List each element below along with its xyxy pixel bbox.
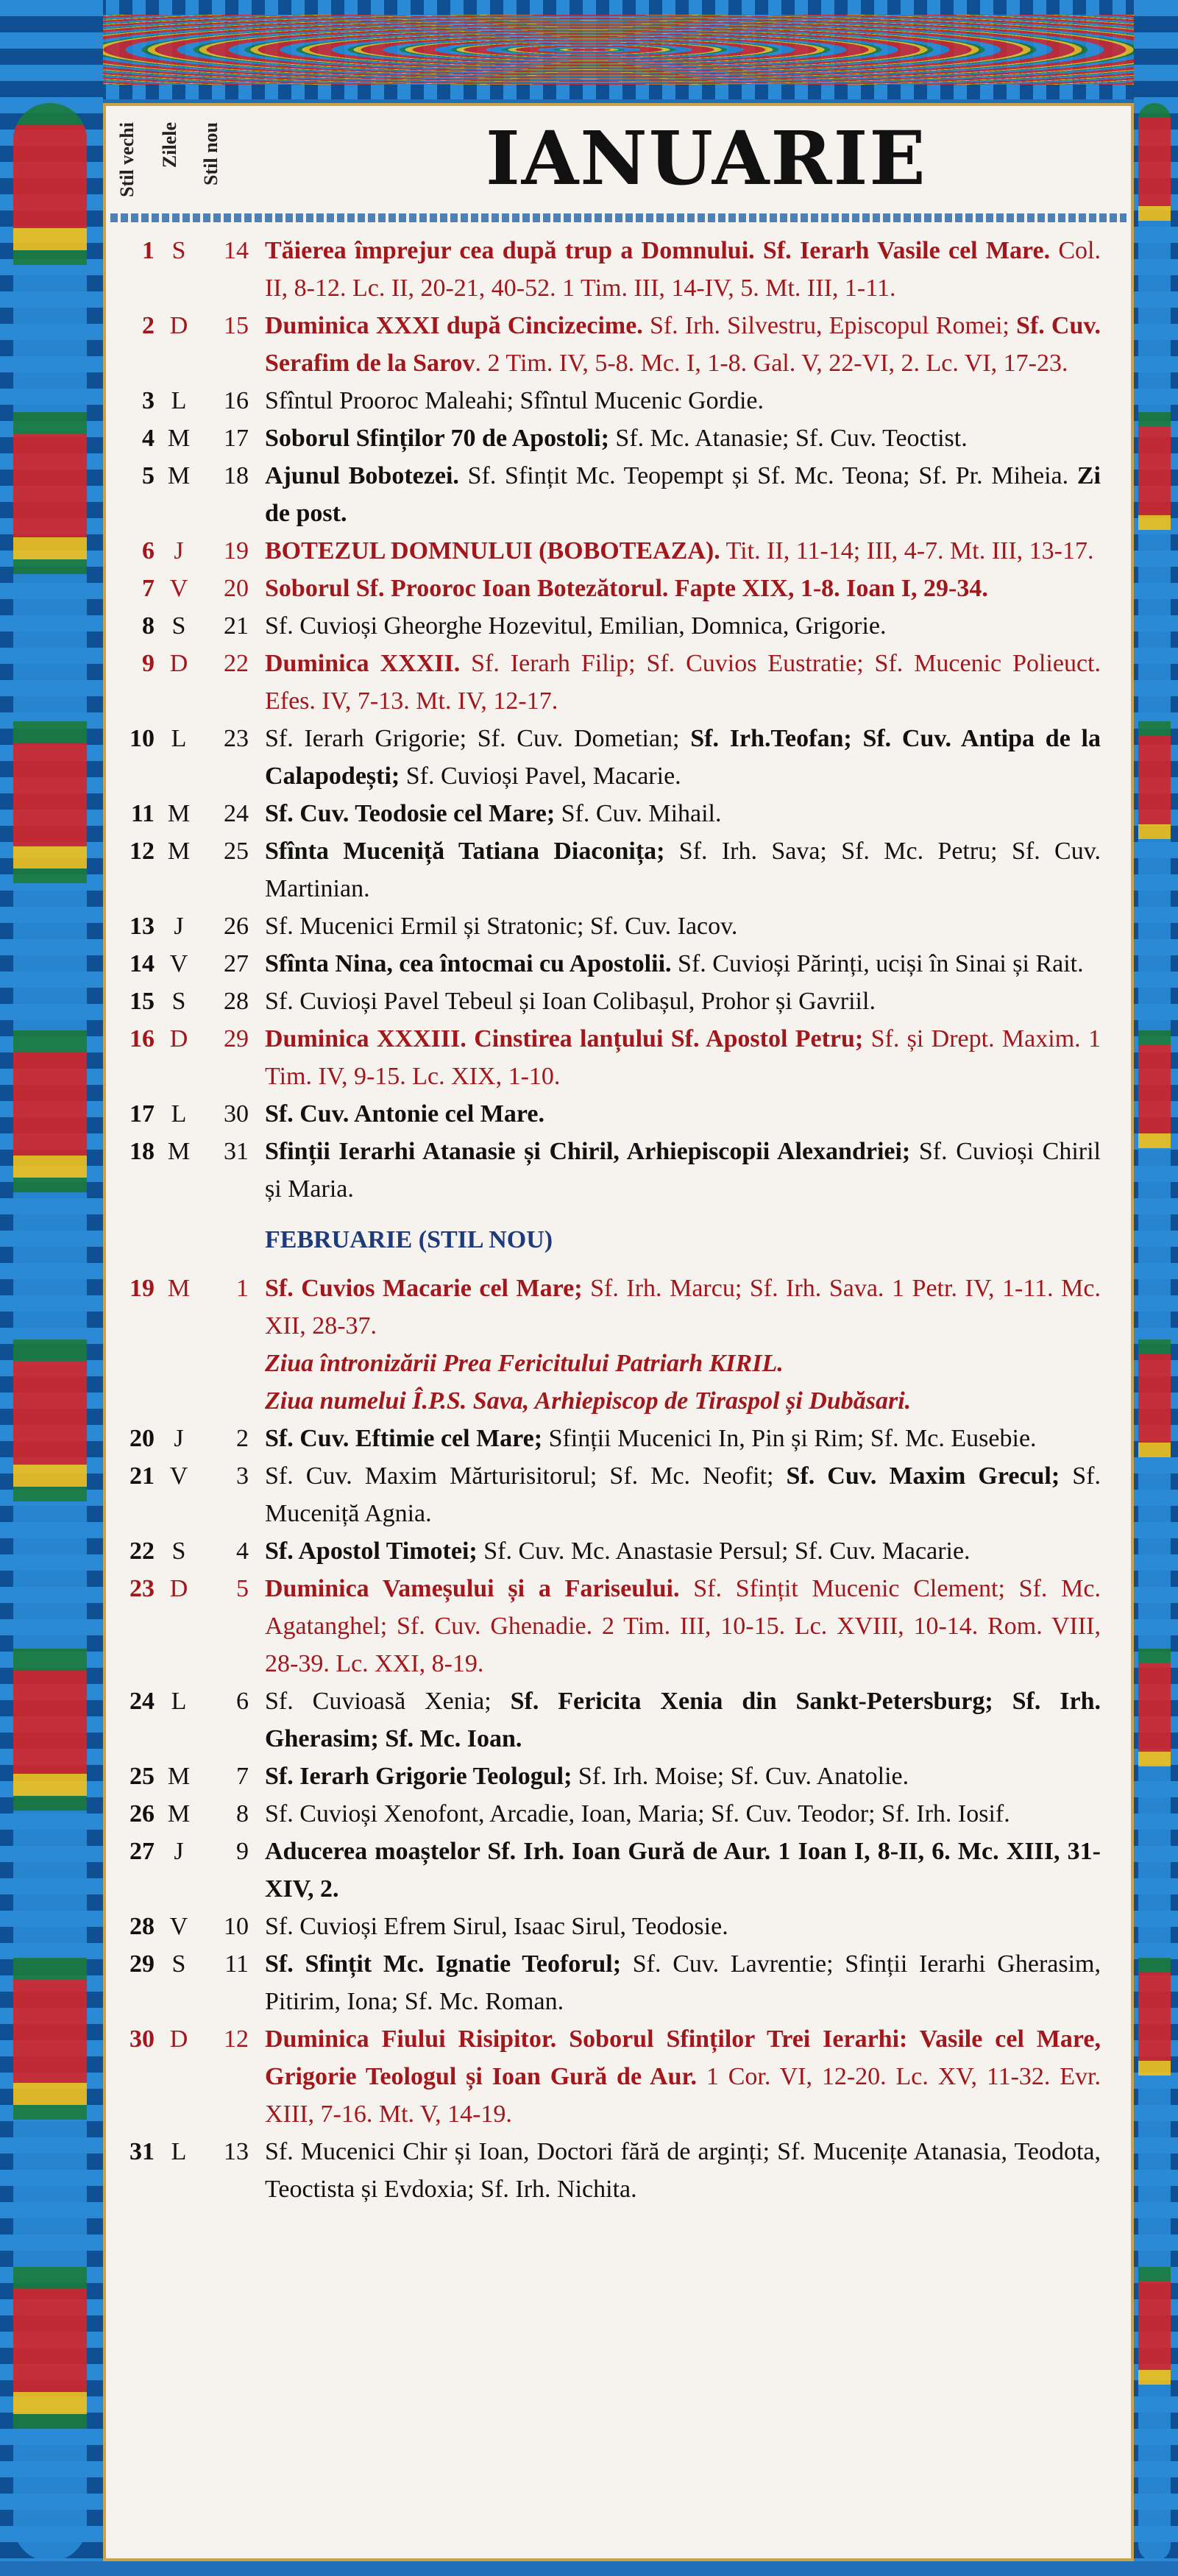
old-style-date: 22 (129, 1538, 155, 1565)
feast-name-bold: Zi de post. (265, 462, 1101, 527)
weekday-letter: L (171, 1100, 187, 1128)
saint-text: . 2 Tim. IV, 5-8. Mc. I, 1-8. Gal. V, 22-VI, 2. Lc. VI, 17-23. (475, 350, 1068, 377)
saint-text: Sf. Irh. Silvestru, Episcopul Romei; (642, 312, 1017, 339)
calendar-day-row (103, 1570, 1134, 1682)
weekday-letter: J (174, 1838, 184, 1865)
old-style-date: 28 (129, 1913, 155, 1940)
calendar-day-row (103, 1133, 1134, 1208)
calendar-day-row (103, 1532, 1134, 1570)
calendar-day-row (103, 1420, 1134, 1457)
day-description (255, 2020, 1108, 2133)
weekday-letter: V (169, 1913, 188, 1940)
feast-name-bold: Ajunul Bobotezei. (265, 462, 459, 489)
calendar-day-row (103, 645, 1134, 720)
old-style-date: 29 (129, 1950, 155, 1978)
day-description (255, 795, 1108, 832)
weekday-letter: D (169, 312, 188, 339)
weekday-letter: M (167, 1275, 191, 1302)
feast-name-bold: Sf. Irh.Teofan; Sf. Cuv. Antipa de la Calapodești; (265, 725, 1101, 790)
day-description (255, 832, 1108, 907)
old-style-date: 14 (129, 950, 155, 977)
day-description (255, 1758, 1108, 1795)
old-style-date: 3 (142, 387, 155, 414)
old-style-date: 26 (129, 1800, 155, 1827)
calendar-day-row (103, 1270, 1134, 1420)
ornamental-border-top (0, 0, 1178, 99)
calendar-day-row (103, 907, 1134, 945)
weekday-letter: S (171, 988, 186, 1015)
saint-text: Sf. Mucenici Ermil și Stratonic; Sf. Cuv. Iacov. (265, 913, 738, 940)
day-description (255, 720, 1108, 795)
calendar-header (103, 103, 1134, 213)
weekday-letter: S (171, 612, 186, 640)
feast-name-bold: Duminica XXXIII. Cinstirea lanțului Sf. Apostol Petru; (265, 1025, 864, 1052)
feast-name-bold: Sf. Cuv. Eftimie cel Mare; (265, 1425, 543, 1452)
header-divider (110, 213, 1126, 222)
calendar-day-row (103, 1095, 1134, 1133)
new-style-date: 7 (236, 1763, 249, 1790)
calendar-day-row (103, 2020, 1134, 2133)
old-style-date: 24 (129, 1688, 155, 1715)
day-description (255, 645, 1108, 720)
weekday-letter: L (171, 725, 187, 752)
saint-text: Sf. Ierarh Grigorie; Sf. Cuv. Dometian; (265, 725, 691, 752)
calendar-day-row (103, 720, 1134, 795)
new-style-date: 27 (224, 950, 249, 977)
saint-text: Sf. Muceniță Agnia. (265, 1462, 1101, 1527)
weekday-letter: V (169, 1462, 188, 1490)
new-style-date: 12 (224, 2025, 249, 2053)
feast-name-bold: Duminica Vameșului și a Fariseului. (265, 1575, 680, 1602)
weekday-letter: M (167, 1763, 191, 1790)
calendar-day-row (103, 420, 1134, 457)
calendar-day-row (103, 457, 1134, 532)
saint-text: Sf. Cuv. Mihail. (555, 800, 722, 827)
saint-text: Sf. Cuvioasă Xenia; (265, 1688, 511, 1715)
old-style-date: 27 (129, 1838, 155, 1865)
saint-text: Sf. Cuvioși Efrem Sirul, Isaac Sirul, Teodosie. (265, 1913, 728, 1940)
old-style-date: 11 (130, 800, 155, 827)
feast-name-bold: Sf. Cuv. Antonie cel Mare. (265, 1100, 544, 1128)
old-style-date: 23 (129, 1575, 155, 1602)
ornamental-border-bottom (0, 2561, 1178, 2576)
new-style-date: 22 (224, 650, 249, 677)
day-description (255, 1908, 1108, 1945)
weekday-letter: V (169, 575, 188, 602)
calendar-day-row (103, 570, 1134, 607)
saint-text: Sf. și Drept. Maxim. 1 Tim. IV, 9-15. Lc. XIX, 1-10. (265, 1025, 1101, 1090)
weekday-letter: M (167, 425, 191, 452)
feast-name-bold: Sf. Cuvios Macarie cel Mare; (265, 1275, 583, 1302)
saint-text: Sf. Cuvioși Gheorghe Hozevitul, Emilian, Domnica, Grigorie. (265, 612, 887, 640)
day-description (255, 1945, 1108, 2020)
special-note: Ziua numelui Î.P.S. Sava, Arhiepiscop de Tiraspol și Dubăsari. (265, 1387, 912, 1415)
calendar-day-row (103, 1833, 1134, 1908)
saint-text: Sf. Cuv. Lavrentie; Sfinții Ierarhi Gherasim, Pitirim, Iona; Sf. Mc. Roman. (265, 1950, 1101, 2015)
feast-name-bold: Sf. Cuv. Maxim Grecul; (786, 1462, 1060, 1490)
calendar-day-row (103, 232, 1134, 307)
ornamental-border-right (1134, 0, 1178, 2576)
old-style-date: 30 (129, 2025, 155, 2053)
day-description (255, 1133, 1108, 1208)
saint-text: Tit. II, 11-14; III, 4-7. Mt. III, 13-17. (720, 537, 1094, 565)
weekday-letter: L (171, 387, 187, 414)
calendar-day-row (103, 1682, 1134, 1758)
new-style-date: 11 (224, 1950, 249, 1978)
calendar-day-row (103, 795, 1134, 832)
day-description (255, 607, 1108, 645)
weekday-letter: S (171, 237, 186, 264)
new-style-date: 5 (236, 1575, 249, 1602)
new-style-date: 24 (224, 800, 249, 827)
new-style-date: 19 (224, 537, 249, 565)
new-style-date: 17 (224, 425, 249, 452)
old-style-date: 16 (129, 1025, 155, 1052)
day-description (255, 420, 1108, 457)
weekday-letter: M (167, 1138, 191, 1165)
day-description (255, 1570, 1108, 1682)
new-style-date: 14 (224, 237, 249, 264)
weekday-letter: J (174, 913, 184, 940)
new-style-date: 28 (224, 988, 249, 1015)
saint-text: Sfinții Mucenici In, Pin și Rim; Sf. Mc. Eusebie. (542, 1425, 1037, 1452)
month-title: IANUARIE (486, 115, 927, 202)
ornamental-border-left (0, 0, 103, 2576)
new-style-date: 31 (224, 1138, 249, 1165)
feast-name-bold: Soborul Sfinților 70 de Apostoli; (265, 425, 609, 452)
day-description (255, 1270, 1108, 1420)
new-style-date: 26 (224, 913, 249, 940)
old-style-date: 6 (142, 537, 155, 565)
feast-name-bold: Sfînta Muceniță Tatiana Diaconița; (265, 838, 665, 865)
old-style-date: 13 (129, 913, 155, 940)
day-description (255, 907, 1108, 945)
new-style-date: 30 (224, 1100, 249, 1128)
saint-text: Sf. Cuv. Mc. Anastasie Persul; Sf. Cuv. Macarie. (477, 1538, 971, 1565)
old-style-date: 10 (129, 725, 155, 752)
feast-name-bold: Duminica XXXII. (265, 650, 461, 677)
weekday-letter: M (167, 1800, 191, 1827)
saint-text: Sfîntul Prooroc Maleahi; Sfîntul Mucenic Gordie. (265, 387, 764, 414)
feast-name-bold: Tăierea împrejur cea după trup a Domnului. Sf. Ierarh Vasile cel Mare. (265, 237, 1051, 264)
calendar-rows (103, 232, 1134, 2208)
new-style-date: 1 (236, 1275, 249, 1302)
weekday-letter: S (171, 1538, 186, 1565)
feast-name-bold: Sfînta Nina, cea întocmai cu Apostolii. (265, 950, 672, 977)
day-description (255, 1457, 1108, 1532)
feast-name-bold: Sf. Fericita Xenia din Sankt-Petersburg; Sf. Irh. Gherasim; Sf. Mc. Ioan. (265, 1688, 1101, 1752)
saint-text: Sf. Irh. Sava; Sf. Mc. Petru; Sf. Cuv. Martinian. (265, 838, 1101, 902)
calendar-page (103, 103, 1134, 2561)
day-description (255, 307, 1108, 382)
weekday-letter: L (171, 2138, 187, 2165)
new-style-date: 10 (224, 1913, 249, 1940)
old-style-date: 9 (142, 650, 155, 677)
calendar-day-row (103, 607, 1134, 645)
new-style-date: 25 (224, 838, 249, 865)
column-headers (110, 122, 287, 210)
weekday-letter: L (171, 1688, 187, 1715)
day-description (255, 1095, 1108, 1133)
day-description (255, 2133, 1108, 2208)
saint-text: Sf. Mc. Atanasie; Sf. Cuv. Teoctist. (608, 425, 968, 452)
calendar-day-row (103, 532, 1134, 570)
feast-name-bold: Sf. Cuv. Teodosie cel Mare; (265, 800, 556, 827)
february-section-heading: FEBRUARIE (STIL NOU) (265, 1226, 553, 1253)
day-description (255, 1682, 1108, 1758)
saint-text: Sf. Sfințit Mucenic Clement; Sf. Mc. Agatanghel; Sf. Cuv. Ghenadie. 2 Tim. III, 10-15. Lc. XVIII, 10-14. Rom. VIII, 28-39. Lc. XXI, 8-19. (265, 1575, 1101, 1677)
weekday-letter: D (169, 1025, 188, 1052)
weekday-letter: V (169, 950, 188, 977)
saint-text: Sf. Cuvioși Părinți, uciși în Sinai și Rait. (671, 950, 1084, 977)
feast-name-bold: Sf. Ierarh Grigorie Teologul; (265, 1763, 572, 1790)
old-style-date: 7 (142, 575, 155, 602)
feast-name-bold: Soborul Sf. Prooroc Ioan Botezătorul. Fapte XIX, 1-8. Ioan I, 29-34. (265, 575, 988, 602)
weekday-letter: J (174, 1425, 184, 1452)
calendar-day-row (103, 1457, 1134, 1532)
feast-name-bold: Aducerea moaștelor Sf. Irh. Ioan Gură de Aur. 1 Ioan I, 8-II, 6. Mc. XIII, 31-XIV, 2. (265, 1838, 1101, 1903)
calendar-day-row (103, 2133, 1134, 2208)
saint-text: Sf. Irh. Moise; Sf. Cuv. Anatolie. (572, 1763, 909, 1790)
new-style-date: 4 (236, 1538, 249, 1565)
day-description (255, 1795, 1108, 1833)
calendar-day-row (103, 983, 1134, 1020)
new-style-date: 13 (224, 2138, 249, 2165)
new-style-date: 23 (224, 725, 249, 752)
calendar-day-row (103, 1908, 1134, 1945)
old-style-date: 5 (142, 462, 155, 489)
old-style-date: 4 (142, 425, 155, 452)
weekday-letter: M (167, 462, 191, 489)
calendar-day-row (103, 832, 1134, 907)
column-header-new-style: Stil nou (200, 122, 221, 185)
feast-name-bold: BOTEZUL DOMNULUI (BOBOTEAZA). (265, 537, 720, 565)
day-description (255, 1532, 1108, 1570)
calendar-day-row (103, 1795, 1134, 1833)
old-style-date: 21 (129, 1462, 155, 1490)
calendar-day-row (103, 382, 1134, 420)
calendar-day-row (103, 945, 1134, 983)
day-description (255, 945, 1108, 983)
day-description (255, 232, 1108, 307)
old-style-date: 19 (129, 1275, 155, 1302)
feast-name-bold: Sf. Sfințit Mc. Ignatie Teoforul; (265, 1950, 622, 1978)
weekday-letter: M (167, 800, 191, 827)
old-style-date: 8 (142, 612, 155, 640)
new-style-date: 18 (224, 462, 249, 489)
calendar-day-row (103, 307, 1134, 382)
column-header-days: Zilele (159, 122, 180, 169)
new-style-date: 6 (236, 1688, 249, 1715)
day-description (255, 382, 1108, 420)
new-style-date: 8 (236, 1800, 249, 1827)
weekday-letter: M (167, 838, 191, 865)
new-style-date: 20 (224, 575, 249, 602)
old-style-date: 25 (129, 1763, 155, 1790)
new-style-date: 15 (224, 312, 249, 339)
calendar-day-row (103, 1758, 1134, 1795)
weekday-letter: D (169, 2025, 188, 2053)
weekday-letter: D (169, 650, 188, 677)
calendar-day-row (103, 1945, 1134, 2020)
saint-text: 1 Cor. VI, 12-20. Lc. XV, 11-32. Evr. XIII, 7-16. Mt. V, 14-19. (265, 2063, 1101, 2128)
saint-text: Sf. Ierarh Filip; Sf. Cuvios Eustratie; Sf. Mucenic Polieuct. Efes. IV, 7-13. Mt. IV, 12-17. (265, 650, 1101, 715)
day-description (255, 532, 1108, 570)
weekday-letter: J (174, 537, 184, 565)
day-description (255, 983, 1108, 1020)
old-style-date: 1 (142, 237, 155, 264)
old-style-date: 12 (129, 838, 155, 865)
day-description (255, 1833, 1108, 1908)
new-style-date: 29 (224, 1025, 249, 1052)
feast-name-bold: Duminica Fiului Risipitor. Soborul Sfinților Trei Ierarhi: Vasile cel Mare, Grigorie Teologul și Ioan Gură de Aur. (265, 2025, 1101, 2090)
saint-text: Sf. Cuvioși Chiril și Maria. (265, 1138, 1101, 1203)
old-style-date: 31 (129, 2138, 155, 2165)
saint-text: Sf. Sfințit Mc. Teopempt și Sf. Mc. Teona; Sf. Pr. Miheia. (458, 462, 1077, 489)
day-description (255, 1020, 1108, 1095)
saint-text: Sf. Mucenici Chir și Ioan, Doctori fără de arginți; Sf. Mucenițe Atanasia, Teodota, Teoctista și Evdoxia; Sf. Irh. Nichita. (265, 2138, 1101, 2203)
feast-name-bold: Sf. Apostol Timotei; (265, 1538, 478, 1565)
saint-text: Sf. Cuvioși Xenofont, Arcadie, Ioan, Maria; Sf. Cuv. Teodor; Sf. Irh. Iosif. (265, 1800, 1010, 1827)
saint-text: Sf. Irh. Marcu; Sf. Irh. Sava. 1 Petr. IV, 1-11. Mc. XII, 28-37. (265, 1275, 1101, 1340)
saint-text: Sf. Cuvioși Pavel, Macarie. (400, 762, 681, 790)
calendar-day-row (103, 1020, 1134, 1095)
column-header-old-style: Stil vechi (116, 122, 138, 197)
day-description (255, 570, 1108, 607)
saint-text: Col. II, 8-12. Lc. II, 20-21, 40-52. 1 Tim. III, 14-IV, 5. Mt. III, 1-11. (265, 237, 1101, 302)
new-style-date: 9 (236, 1838, 249, 1865)
old-style-date: 15 (129, 988, 155, 1015)
day-description (255, 1420, 1108, 1457)
new-style-date: 21 (224, 612, 249, 640)
new-style-date: 16 (224, 387, 249, 414)
feast-name-bold: Sf. Cuv. Serafim de la Sarov (265, 312, 1101, 377)
weekday-letter: D (169, 1575, 188, 1602)
old-style-date: 18 (129, 1138, 155, 1165)
special-note: Ziua întronizării Prea Fericitului Patriarh KIRIL. (265, 1350, 784, 1377)
old-style-date: 20 (129, 1425, 155, 1452)
saint-text: Sf. Cuv. Maxim Mărturisitorul; Sf. Mc. Neofit; (265, 1462, 787, 1490)
feast-name-bold: Duminica XXXI după Cincizecime. (265, 312, 643, 339)
weekday-letter: S (171, 1950, 186, 1978)
old-style-date: 2 (142, 312, 155, 339)
saint-text: Sf. Cuvioși Pavel Tebeul și Ioan Colibașul, Prohor și Gavriil. (265, 988, 876, 1015)
new-style-date: 2 (236, 1425, 249, 1452)
old-style-date: 17 (129, 1100, 155, 1128)
day-description (255, 457, 1108, 532)
new-style-date: 3 (236, 1462, 249, 1490)
feast-name-bold: Sfinții Ierarhi Atanasie și Chiril, Arhiepiscopii Alexandriei; (265, 1138, 911, 1165)
